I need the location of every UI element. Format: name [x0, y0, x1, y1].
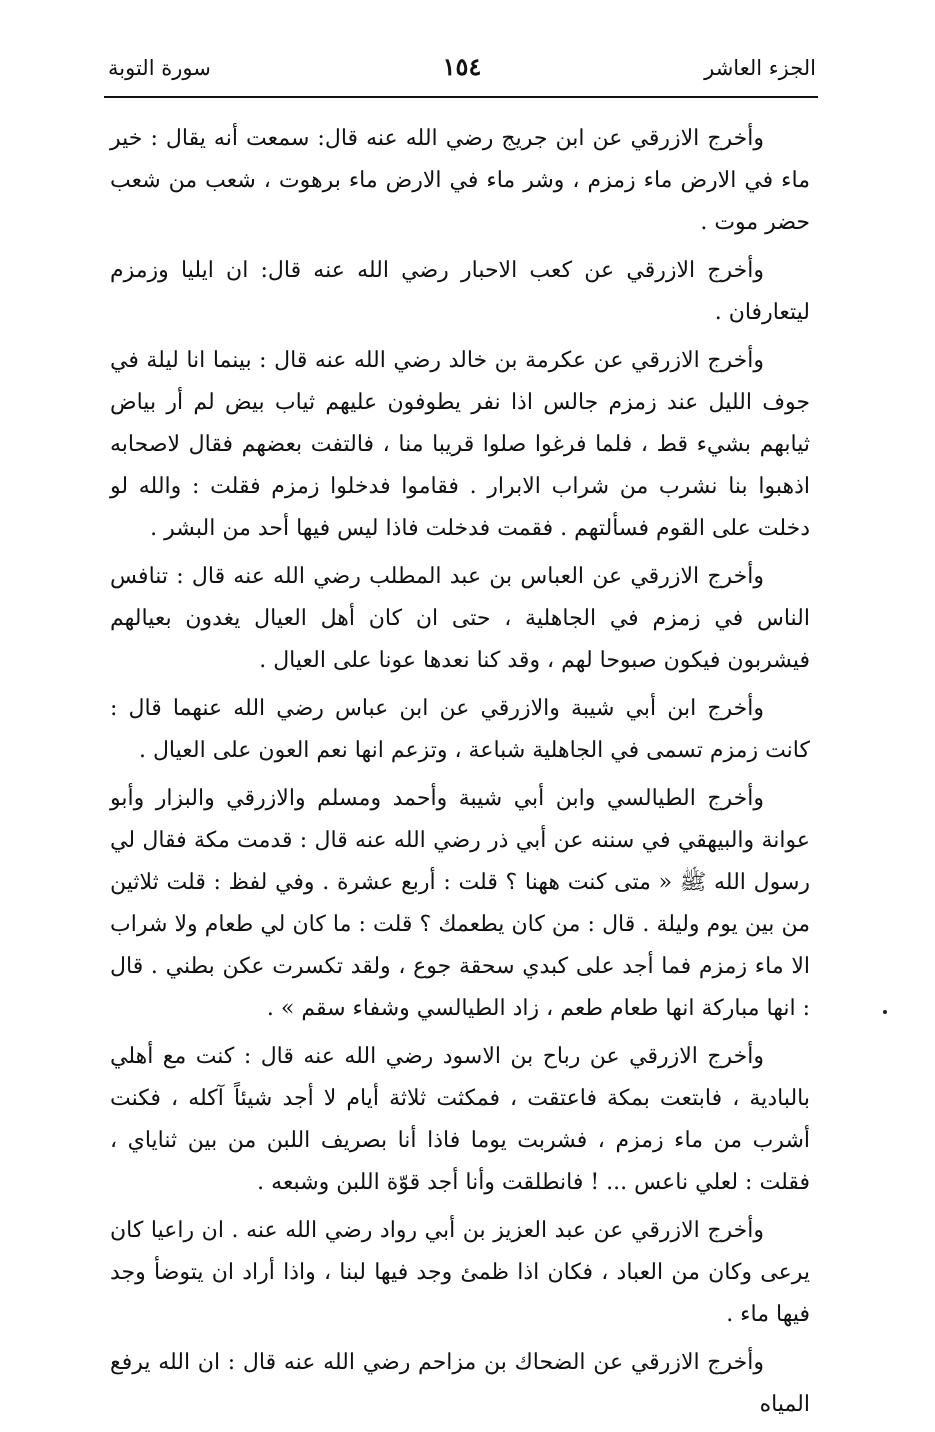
- paragraph: وأخرج الازرقي عن العباس بن عبد المطلب رضي الله عنه قال : تنافس الناس في زمزم في الجاهلية ، حتى ان كان أهل العيال يغدون بعيالهم فيشربون فيكون صبوحا لهم ، وقد كنا نعدها عونا على العيال .: [110, 564, 810, 673]
- paragraph: وأخرج ابن أبي شيبة والازرقي عن ابن عباس رضي الله عنهما قال : كانت زمزم تسمى في الجاهلية شباعة ، وتزعم انها نعم العون على العيال .: [110, 696, 810, 763]
- body-text: [110, 118, 810, 1432]
- part-title: الجزء العاشر: [704, 56, 816, 80]
- paragraph: وأخرج الازرقي عن كعب الاحبار رضي الله عنه قال: ان ايليا وزمزم ليتعارفان .: [110, 258, 810, 325]
- paragraph: وأخرج الازرقي عن ابن جريج رضي الله عنه قال: سمعت أنه يقال : خير ماء في الارض ماء زمزم ، وشر ماء في الارض ماء برهوت ، شعب من شعب حضر موت .: [110, 126, 810, 235]
- paragraph: وأخرج الطيالسي وابن أبي شيبة وأحمد ومسلم والازرقي والبزار وأبو عوانة والبيهقي في سننه عن أبي ذر رضي الله عنه قال : قدمت مكة فقال لي رسول الله ﷺ « متى كنت ههنا ؟ قلت : أربع عشرة . وفي لفظ : قلت ثلاثين من بين يوم وليلة . قال : من كان يطعمك ؟ قلت : ما كان لي طعام ولا شراب الا ماء زمزم فما أجد على كبدي سحقة جوع ، ولقد تكسرت عكن بطني . قال : انها مباركة انها طعام طعم ، زاد الطيالسي وشفاء سقم » .: [110, 786, 810, 1021]
- margin-mark: [883, 1010, 887, 1014]
- page-number: ١٥٤: [442, 52, 482, 81]
- paragraph: وأخرج الازرقي عن الضحاك بن مزاحم رضي الله عنه قال : ان الله يرفع المياه: [110, 1350, 810, 1417]
- running-header: [108, 48, 816, 92]
- paragraph: وأخرج الازرقي عن رباح بن الاسود رضي الله عنه قال : كنت مع أهلي بالبادية ، فابتعت بمكة فاعتقت ، فمكثت ثلاثة أيام لا أجد شيئاً آكله ، فكنت أشرب من ماء زمزم ، فشربت يوما فاذا أنا بصريف اللبن من بين ثناياي ، فقلت : لعلي ناعس ... ! فانطلقت وأنا أجد قوّة اللبن وشبعه .: [110, 1044, 810, 1195]
- header-rule: [104, 96, 818, 98]
- paragraph: وأخرج الازرقي عن عكرمة بن خالد رضي الله عنه قال : بينما انا ليلة في جوف الليل عند زمزم جالس اذا نفر يطوفون عليهم ثياب بيض لم أر بياض ثيابهم بشيء قط ، فلما فرغوا صلوا قريبا منا ، فالتفت بعضهم فقال لاصحابه اذهبوا بنا نشرب من شراب الابرار . فقاموا فدخلوا زمزم فقلت : والله لو دخلت على القوم فسألتهم . فقمت فدخلت فاذا ليس فيها أحد من البشر .: [110, 348, 810, 541]
- paragraph: وأخرج الازرقي عن عبد العزيز بن أبي رواد رضي الله عنه . ان راعيا كان يرعى وكان من العباد ، فكان اذا ظمئ وجد فيها لبنا ، واذا أراد ان يتوضأ وجد فيها ماء .: [110, 1218, 810, 1327]
- surah-title: سورة التوبة: [108, 56, 211, 80]
